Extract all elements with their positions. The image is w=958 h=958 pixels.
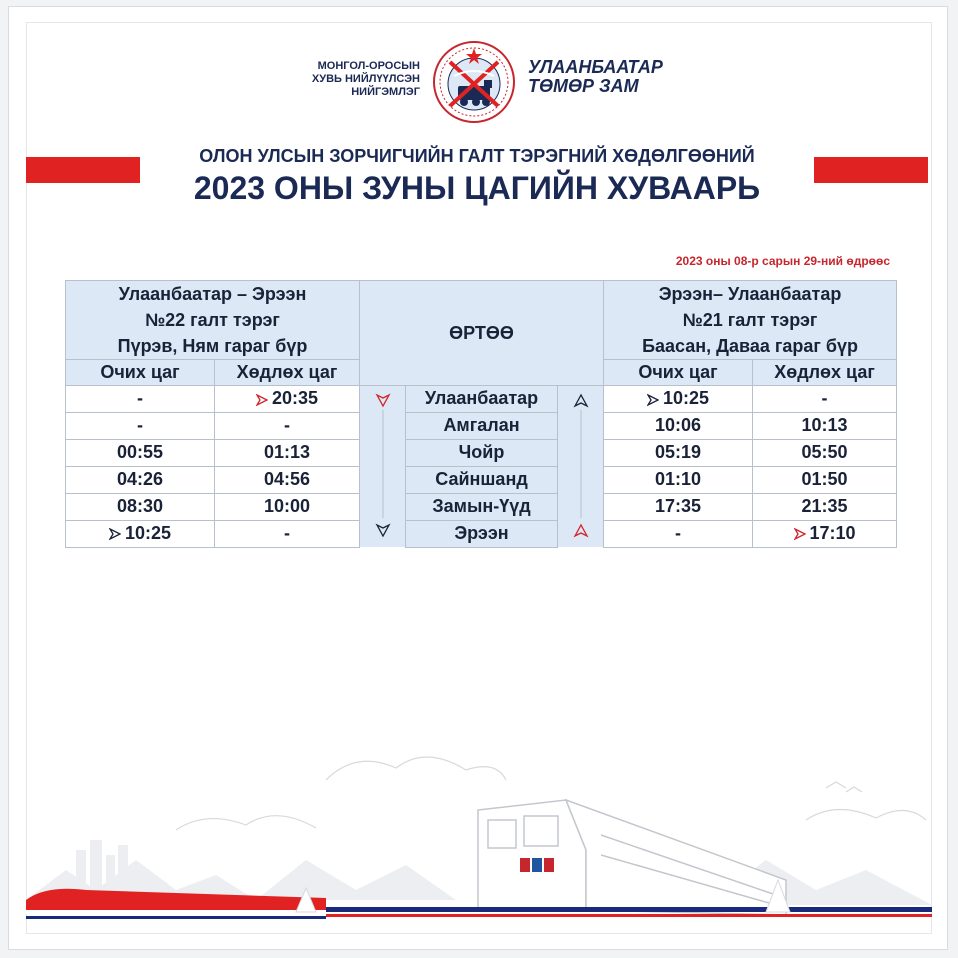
right-arrive-cell: 05:19: [604, 439, 753, 466]
table-row: [66, 493, 897, 520]
org-right-name: [528, 58, 663, 96]
right-train-days: Баасан, Даваа гараг бүр: [642, 336, 858, 356]
left-arrive-header: Очих цаг: [66, 360, 215, 386]
org-left-name: [300, 60, 420, 99]
right-arrive-cell: 01:10: [604, 466, 753, 493]
right-arrive-cell: [604, 386, 753, 413]
table-row: [66, 466, 897, 493]
left-depart-cell: [215, 386, 360, 413]
decor-red-bar-right: [814, 157, 928, 183]
station-name: Чойр: [406, 439, 558, 466]
left-depart-cell: -: [215, 412, 360, 439]
left-depart-cell: 01:13: [215, 439, 360, 466]
org-right-line: УЛААНБААТАР: [528, 57, 663, 77]
right-depart-cell: -: [753, 386, 897, 413]
left-depart-cell: 04:56: [215, 466, 360, 493]
schedule-table: [65, 280, 897, 548]
right-depart-value: 17:10: [809, 523, 856, 544]
left-arrive-cell: -: [66, 412, 215, 439]
table-row: [66, 412, 897, 439]
start-flag-icon: [256, 394, 268, 406]
left-depart-cell: 10:00: [215, 493, 360, 520]
left-arrive-cell: 04:26: [66, 466, 215, 493]
left-train-number: №22 галт тэрэг: [145, 310, 280, 330]
station-name: Замын-Үүд: [406, 493, 558, 520]
right-arrive-cell: 17:35: [604, 493, 753, 520]
right-depart-cell: 01:50: [753, 466, 897, 493]
right-depart-cell: [753, 520, 897, 547]
left-arrive-cell: 08:30: [66, 493, 215, 520]
right-depart-header: Хөдлөх цаг: [753, 360, 897, 386]
end-flag-icon: [794, 528, 806, 540]
right-train-number: №21 галт тэрэг: [682, 310, 818, 330]
up-direction-track: [558, 386, 604, 548]
effective-date: 2023 оны 08-р сарын 29-ний өдрөөс: [675, 254, 890, 268]
left-arrive-cell: [66, 520, 215, 547]
page-title: 2023 ОНЫ ЗУНЫ ЦАГИЙН ХУВААРЬ: [193, 170, 761, 206]
down-direction-track: [360, 386, 406, 548]
left-arrive-cell: 00:55: [66, 439, 215, 466]
table-row: [66, 520, 897, 547]
table-row: [66, 386, 897, 413]
right-depart-cell: 10:13: [753, 412, 897, 439]
left-train-days: Пүрэв, Ням гараг бүр: [117, 336, 308, 356]
up-arrow-track-icon: [558, 386, 604, 542]
right-depart-cell: 21:35: [753, 493, 897, 520]
org-right-line: ТӨМӨР ЗАМ: [528, 76, 639, 96]
right-arrive-cell: -: [604, 520, 753, 547]
right-train-route: Эрээн– Улаанбаатар: [658, 284, 842, 304]
start-flag-icon: [647, 394, 659, 406]
page-subtitle: ОЛОН УЛСЫН ЗОРЧИГЧИЙН ГАЛТ ТЭРЭГНИЙ ХӨДӨЛГӨӨНИЙ: [199, 146, 755, 166]
right-arrive-cell: 10:06: [604, 412, 753, 439]
station-name: Эрээн: [406, 520, 558, 547]
left-arrive-value: 10:25: [124, 523, 172, 544]
right-depart-cell: 05:50: [753, 439, 897, 466]
left-train-route: Улаанбаатар – Эрээн: [118, 284, 307, 304]
left-depart-header: Хөдлөх цаг: [215, 360, 360, 386]
left-depart-cell: -: [215, 520, 360, 547]
org-left-line: ХУВЬ НИЙЛҮҮЛСЭН: [311, 73, 420, 85]
right-arrive-value: 10:25: [663, 388, 710, 409]
left-depart-value: 20:35: [271, 388, 319, 409]
org-left-line: МОНГОЛ-ОРОСЫН: [317, 60, 420, 72]
station-header: ӨРТӨӨ: [360, 281, 604, 386]
train-scenery-illustration: [26, 740, 932, 934]
table-row: [66, 439, 897, 466]
station-name: Амгалан: [406, 412, 558, 439]
railway-emblem-logo: [432, 40, 516, 124]
decor-red-bar-left: [26, 157, 140, 183]
end-flag-icon: [109, 528, 121, 540]
left-train-header: [66, 281, 360, 360]
down-arrow-track-icon: [360, 386, 406, 542]
left-arrive-cell: -: [66, 386, 215, 413]
right-train-header: [604, 281, 897, 360]
station-name: Сайншанд: [406, 466, 558, 493]
station-name: Улаанбаатар: [406, 386, 558, 413]
org-left-line: НИЙГЭМЛЭГ: [351, 86, 420, 98]
right-arrive-header: Очих цаг: [604, 360, 753, 386]
